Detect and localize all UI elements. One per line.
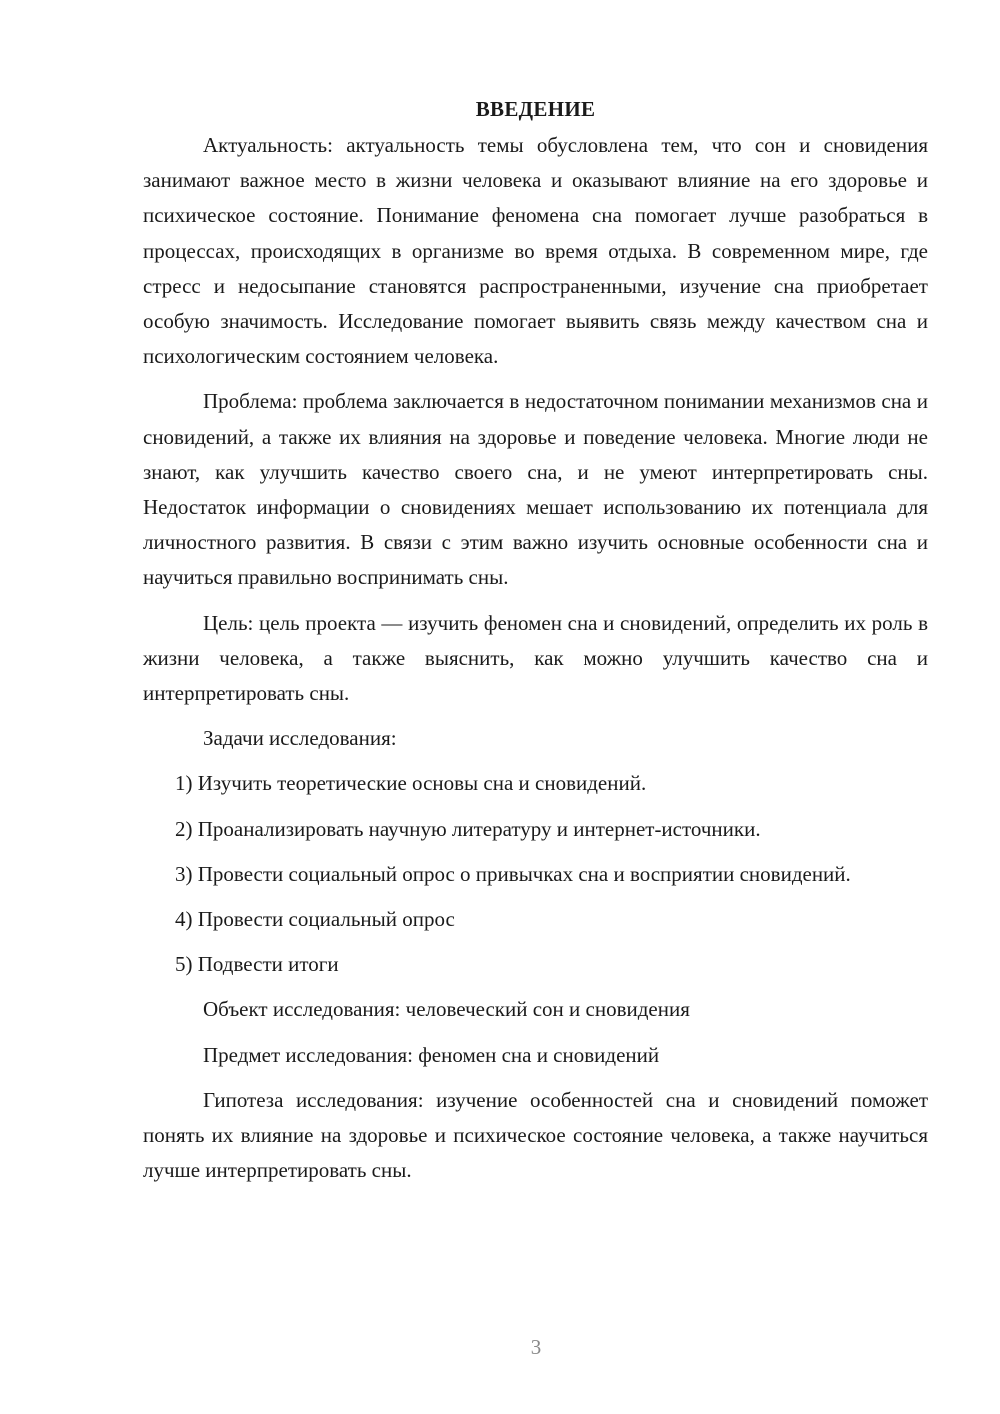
research-subject: Предмет исследования: феномен сна и сновидений — [203, 1042, 660, 1067]
problem-paragraph: Проблема: проблема заключается в недостаточном понимании механизмов сна и сновидений, а также их влияния на здоровье и поведение человека. Многие люди не знают, как улучшить качество своего сна, и не умеют интерпретировать сны. Недостаток информации о сновидениях мешает использованию их потенциала для личностного развития. В связи с этим важно изучить основные особенности сна и научиться правильно воспринимать сны. — [143, 389, 928, 590]
task-item-5: 5) Подвести итоги — [175, 952, 339, 977]
goal-paragraph: Цель: цель проекта — изучить феномен сна и сновидений, определить их роль в жизни человека, а также выяснить, как можно улучшить качество сна и интерпретировать сны. — [143, 610, 928, 706]
task-item-4: 4) Провести социальный опрос — [175, 907, 455, 932]
tasks-title: Задачи исследования: — [203, 726, 397, 751]
task-item-3: 3) Провести социальный опрос о привычках сна и восприятии сновидений. — [175, 861, 851, 886]
relevance-paragraph: Актуальность: актуальность темы обусловлена тем, что сон и сновидения занимают важное место в жизни человека и оказывают влияние на его здоровье и психическое состояние. Понимание феномена сна помогает лучше разобраться в процессах, происходящих в организме во время отдыха. В современном мире, где стресс и недосыпание становятся распространенными, изучение сна приобретает особую значимость. Исследование помогает выявить связь между качеством сна и психологическим состоянием человека. — [143, 133, 928, 369]
hypothesis-paragraph: Гипотеза исследования: изучение особенностей сна и сновидений поможет понять их влияние на здоровье и психическое состояние человека, а также научиться лучше интерпретировать сны. — [143, 1087, 928, 1183]
page-content — [143, 92, 928, 1198]
page-number: 3 — [530, 1335, 542, 1359]
research-object: Объект исследования: человеческий сон и сновидения — [203, 997, 690, 1022]
task-item-2: 2) Проанализировать научную литературу и интернет-источники. — [175, 816, 761, 841]
section-heading: ВВЕДЕНИЕ — [475, 97, 596, 121]
task-item-1: 1) Изучить теоретические основы сна и сновидений. — [175, 771, 647, 796]
